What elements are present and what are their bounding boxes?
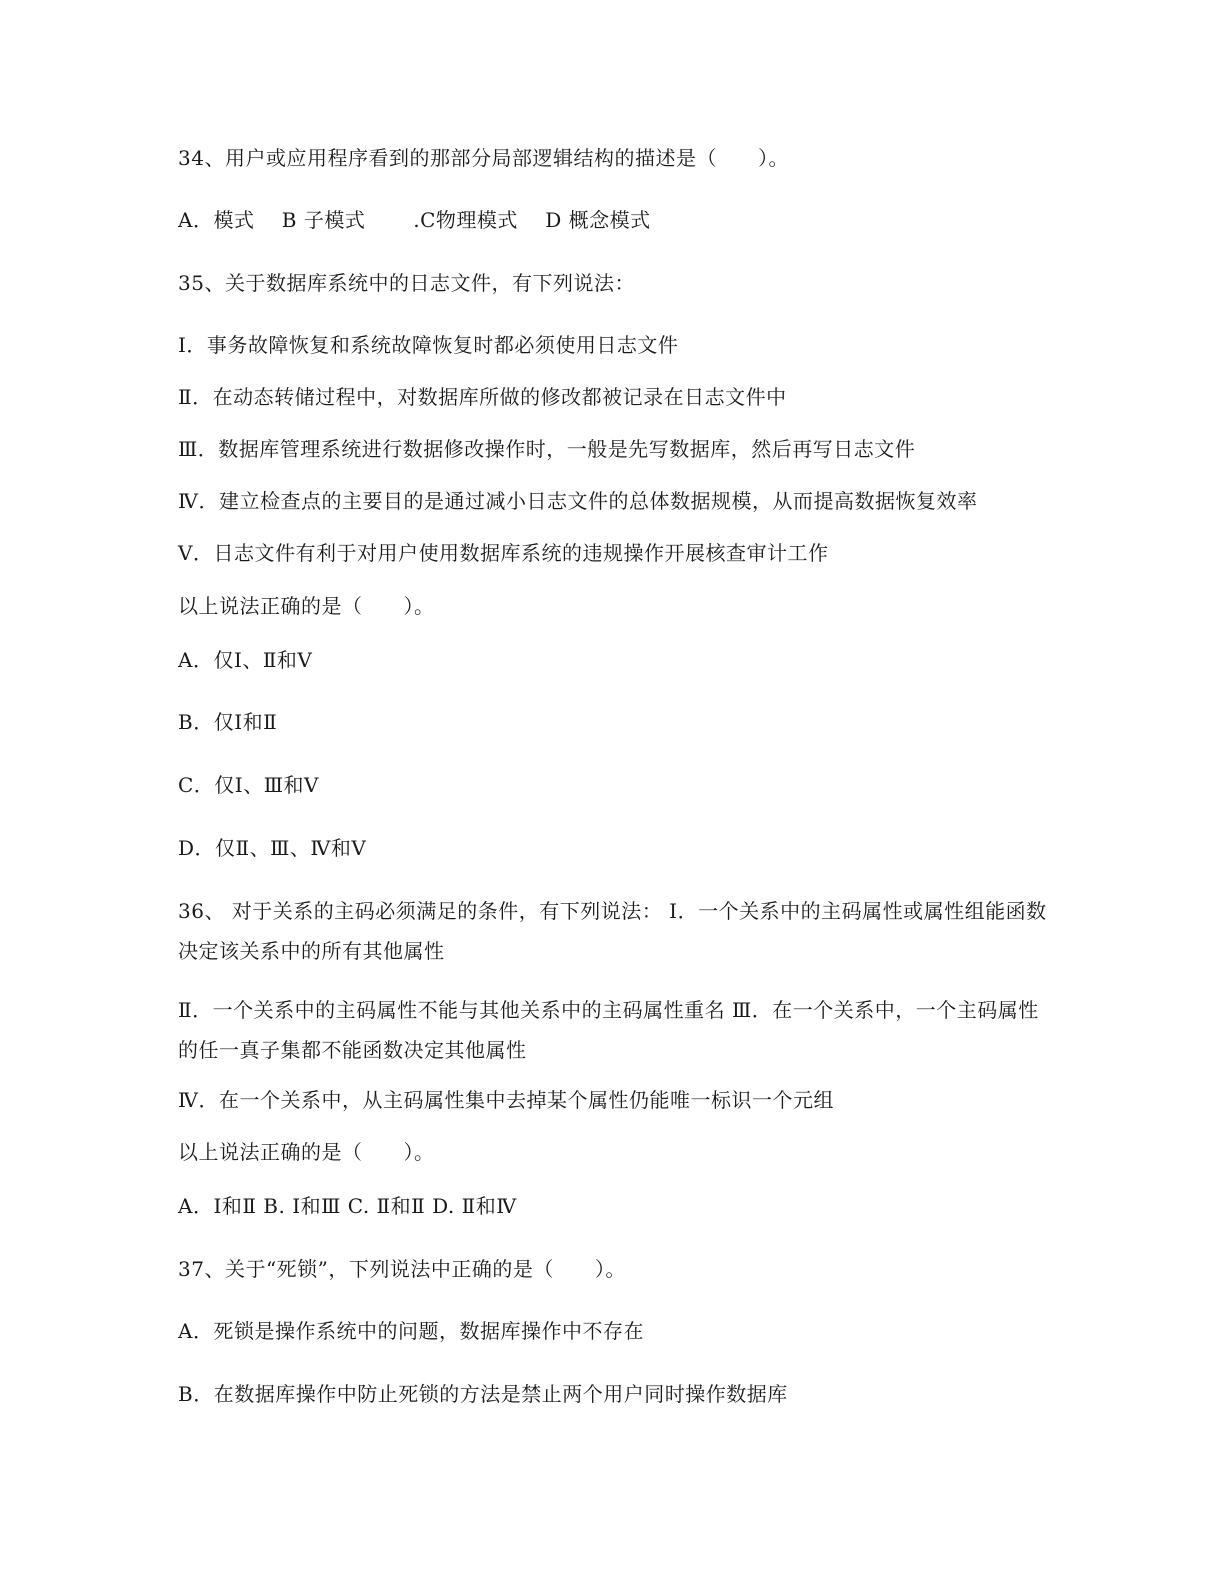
q35-statement-2: Ⅱ．在动态转储过程中，对数据库所做的修改都被记录在日志文件中	[178, 385, 787, 409]
q35-option-b: B．仅Ⅰ和Ⅱ	[178, 710, 278, 734]
q35-option-c: C．仅Ⅰ、Ⅲ和Ⅴ	[178, 773, 319, 797]
q35-statement-1: Ⅰ．事务故障恢复和系统故障恢复时都必须使用日志文件	[178, 333, 679, 357]
q36-prompt: 以上说法正确的是（ ）。	[178, 1140, 435, 1164]
q34-stem: 34、用户或应用程序看到的那部分局部逻辑结构的描述是（ ）。	[178, 146, 789, 170]
q34-options: A．模式 B 子模式 .C物理模式 D 概念模式	[178, 208, 651, 232]
q35-option-d: D．仅Ⅱ、Ⅲ、Ⅳ和Ⅴ	[178, 836, 367, 860]
q35-prompt: 以上说法正确的是（ ）。	[178, 594, 435, 618]
q35-option-a: A．仅Ⅰ、Ⅱ和Ⅴ	[178, 648, 313, 672]
q35-statement-5: Ⅴ．日志文件有利于对用户使用数据库系统的违规操作开展核查审计工作	[178, 541, 829, 565]
q36-options: A．Ⅰ和Ⅱ B. Ⅰ和Ⅲ C. Ⅱ和Ⅱ D. Ⅱ和Ⅳ	[178, 1194, 517, 1218]
q36-statements-2-3: Ⅱ．一个关系中的主码属性不能与其他关系中的主码属性重名 Ⅲ．在一个关系中，一个主码属性的任一真子集都不能函数决定其他属性	[178, 998, 1039, 1062]
q36-statement-4: Ⅳ．在一个关系中，从主码属性集中去掉某个属性仍能唯一标识一个元组	[178, 1088, 834, 1112]
q37-option-a: A．死锁是操作系统中的问题，数据库操作中不存在	[178, 1319, 644, 1343]
q35-statement-4: Ⅳ．建立检查点的主要目的是通过减小日志文件的总体数据规模，从而提高数据恢复效率	[178, 489, 978, 513]
q36-stem: 36、 对于关系的主码必须满足的条件，有下列说法： Ⅰ．一个关系中的主码属性或属性组能函数决定该关系中的所有其他属性	[178, 899, 1047, 963]
q35-statement-3: Ⅲ．数据库管理系统进行数据修改操作时，一般是先写数据库，然后再写日志文件	[178, 437, 916, 461]
q37-stem: 37、关于“死锁”，下列说法中正确的是（ ）。	[178, 1257, 626, 1281]
q37-option-b: B．在数据库操作中防止死锁的方法是禁止两个用户同时操作数据库	[178, 1382, 788, 1406]
q35-stem: 35、关于数据库系统中的日志文件，有下列说法：	[178, 271, 635, 295]
